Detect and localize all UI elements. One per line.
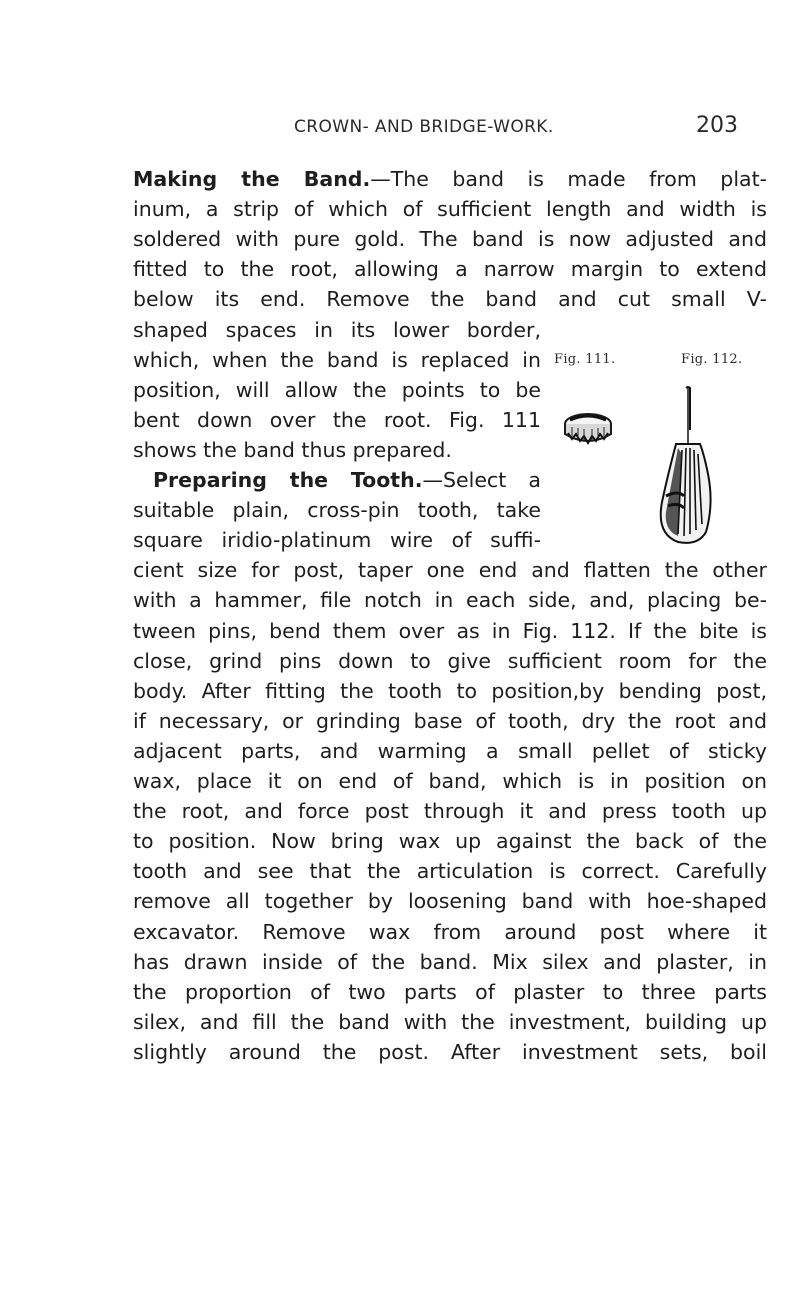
text-run: which, when the band is replaced in bbox=[133, 347, 541, 372]
fig-112-tooth-illustration bbox=[648, 384, 718, 550]
text-line bbox=[133, 407, 541, 433]
text-run: fitted to the root, allowing a narrow margin to extend bbox=[133, 257, 767, 282]
text-run: shows the band thus prepared. bbox=[133, 437, 452, 462]
run-in-heading: Making the Band. bbox=[133, 167, 371, 191]
text-line bbox=[133, 587, 767, 613]
text-run: adjacent parts, and warming a small pellet of sticky bbox=[133, 738, 767, 763]
fig-111-band-illustration bbox=[562, 410, 614, 450]
text-run: —Select a bbox=[422, 468, 541, 492]
text-line bbox=[133, 317, 541, 343]
figures-group bbox=[548, 352, 748, 560]
text-run: silex, and fill the band with the investment, building up bbox=[133, 1009, 767, 1034]
fig-112-label: Fig. 112. bbox=[681, 352, 743, 367]
text-run: shaped spaces in its lower border, bbox=[133, 317, 541, 342]
text-run: body. After fitting the tooth to position,by bending post, bbox=[133, 678, 767, 703]
text-line bbox=[133, 648, 767, 674]
text-run: if necessary, or grinding base of tooth, dry the root and bbox=[133, 708, 767, 733]
text-line bbox=[133, 858, 767, 884]
text-line bbox=[133, 377, 541, 403]
text-line bbox=[133, 1009, 767, 1035]
text-run: wax, place it on end of band, which is in position on bbox=[133, 769, 767, 793]
fig-111-label: Fig. 111. bbox=[554, 352, 616, 367]
text-line bbox=[133, 949, 767, 975]
text-line bbox=[133, 226, 767, 252]
text-line bbox=[133, 618, 767, 644]
text-run: below its end. Remove the band and cut small V- bbox=[133, 287, 767, 312]
text-run: excavator. Remove wax from around post where it bbox=[133, 919, 767, 944]
running-head bbox=[0, 113, 800, 143]
text-run: to position. Now bring wax up against the back of the bbox=[133, 829, 767, 854]
text-line bbox=[133, 196, 767, 222]
text-line bbox=[133, 828, 767, 854]
text-line bbox=[133, 256, 767, 282]
text-line bbox=[133, 437, 541, 463]
text-line bbox=[133, 678, 767, 704]
text-run: close, grind pins down to give sufficient room for the bbox=[133, 648, 767, 673]
text-line bbox=[133, 708, 767, 734]
text-run: the proportion of two parts of plaster to three parts bbox=[133, 979, 767, 1004]
text-run: bent down over the root. Fig. 111 bbox=[133, 407, 541, 432]
text-line bbox=[133, 798, 767, 824]
text-line bbox=[133, 166, 767, 192]
text-run: tooth and see that the articulation is correct. Carefully bbox=[133, 859, 767, 884]
text-run: square iridio-platinum wire of suffi- bbox=[133, 528, 541, 553]
text-run: suitable plain, cross-pin tooth, take bbox=[133, 498, 541, 523]
text-line bbox=[133, 1039, 767, 1065]
text-run: remove all together by loosening band with hoe-shaped bbox=[133, 889, 767, 914]
text-run: inum, a strip of which of sufficient length and width is bbox=[133, 197, 767, 222]
text-line bbox=[133, 286, 767, 312]
text-line bbox=[133, 768, 767, 794]
text-line bbox=[133, 888, 767, 914]
text-run: slightly around the post. After investment sets, boil bbox=[133, 1039, 767, 1064]
run-in-heading: Preparing the Tooth. bbox=[153, 468, 423, 492]
text-run: soldered with pure gold. The band is now adjusted and bbox=[133, 227, 767, 252]
text-line bbox=[133, 979, 767, 1005]
text-line bbox=[133, 919, 767, 945]
text-line bbox=[133, 527, 541, 553]
text-run: the root, and force post through it and press tooth up bbox=[133, 799, 767, 824]
text-line bbox=[133, 347, 541, 373]
running-title: CROWN- AND BRIDGE-WORK. bbox=[294, 117, 554, 137]
text-run: —The band is made from plat- bbox=[370, 167, 768, 191]
text-run: with a hammer, file notch in each side, and, placing be- bbox=[133, 588, 767, 613]
text-run: tween pins, bend them over as in Fig. 112. If the bite is bbox=[133, 618, 767, 643]
text-run: position, will allow the points to be bbox=[133, 377, 541, 402]
text-run: has drawn inside of the band. Mix silex and plaster, in bbox=[133, 949, 767, 974]
text-run: cient size for post, taper one end and flatten the other bbox=[133, 558, 767, 583]
page-number: 203 bbox=[696, 113, 738, 138]
text-line bbox=[153, 467, 541, 493]
text-line bbox=[133, 557, 767, 583]
text-line bbox=[133, 738, 767, 764]
text-line bbox=[133, 497, 541, 523]
